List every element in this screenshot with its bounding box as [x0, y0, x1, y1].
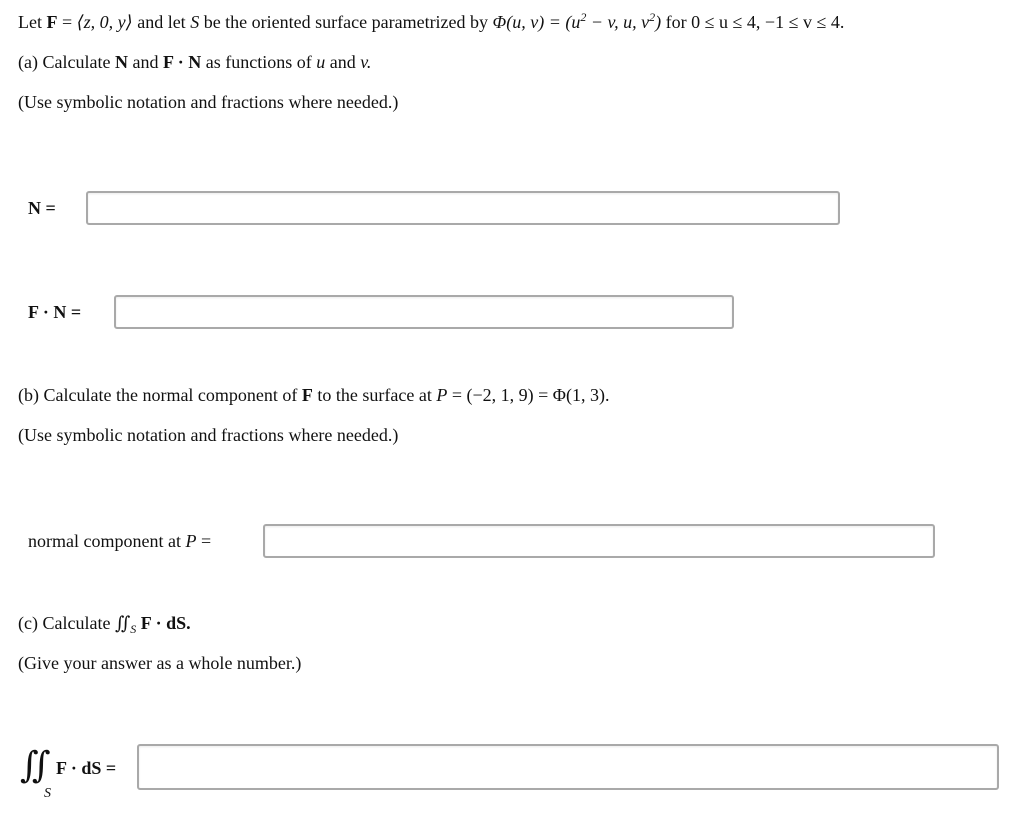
problem-statement — [18, 10, 844, 33]
double-integral-icon: ∬ — [20, 745, 51, 785]
integral-sign: ∬ — [114, 613, 131, 633]
flux-input[interactable] — [137, 744, 999, 790]
parameter-range: for 0 ≤ u ≤ 4, −1 ≤ v ≤ 4. — [665, 12, 845, 32]
intro-text-2: and let — [137, 12, 186, 32]
part-a-prompt: (a) Calculate N and F · N as functions of u and v. — [18, 52, 372, 72]
FN-label: F · N = — [28, 302, 82, 322]
intro-text-3: be the oriented surface parametrized by — [203, 12, 489, 32]
F-symbol: F — [46, 12, 58, 32]
F-definition: ⟨z, 0, y⟩ — [76, 12, 133, 32]
part-a-hint: (Use symbolic notation and fractions where needed.) — [18, 92, 399, 112]
phi-expression: Φ(u, $v) = (u^2 - v$, u, $v^2$) — [492, 10, 662, 32]
part-c-hint: (Give your answer as a whole number.) — [18, 653, 302, 673]
part-c-prompt: (c) Calculate $∬_S$ F · dS. — [18, 613, 191, 636]
part-b-hint: (Use symbolic notation and fractions where needed.) — [18, 425, 399, 445]
flux-expression: F · dS = — [56, 758, 117, 778]
equals: = — [62, 12, 73, 32]
surface-subscript: S — [44, 786, 51, 801]
N-label: N = — [28, 198, 56, 218]
S-symbol: S — [190, 12, 200, 32]
normal-component-label: normal component at P = — [28, 531, 212, 551]
intro-text: Let — [18, 12, 42, 32]
normal-component-input[interactable] — [263, 524, 935, 558]
FN-input[interactable] — [114, 295, 734, 329]
part-b-prompt: (b) Calculate the normal component of F to the surface at P = (−2, 1, 9) = Φ(1, 3). — [18, 385, 610, 405]
N-input[interactable] — [86, 191, 840, 225]
